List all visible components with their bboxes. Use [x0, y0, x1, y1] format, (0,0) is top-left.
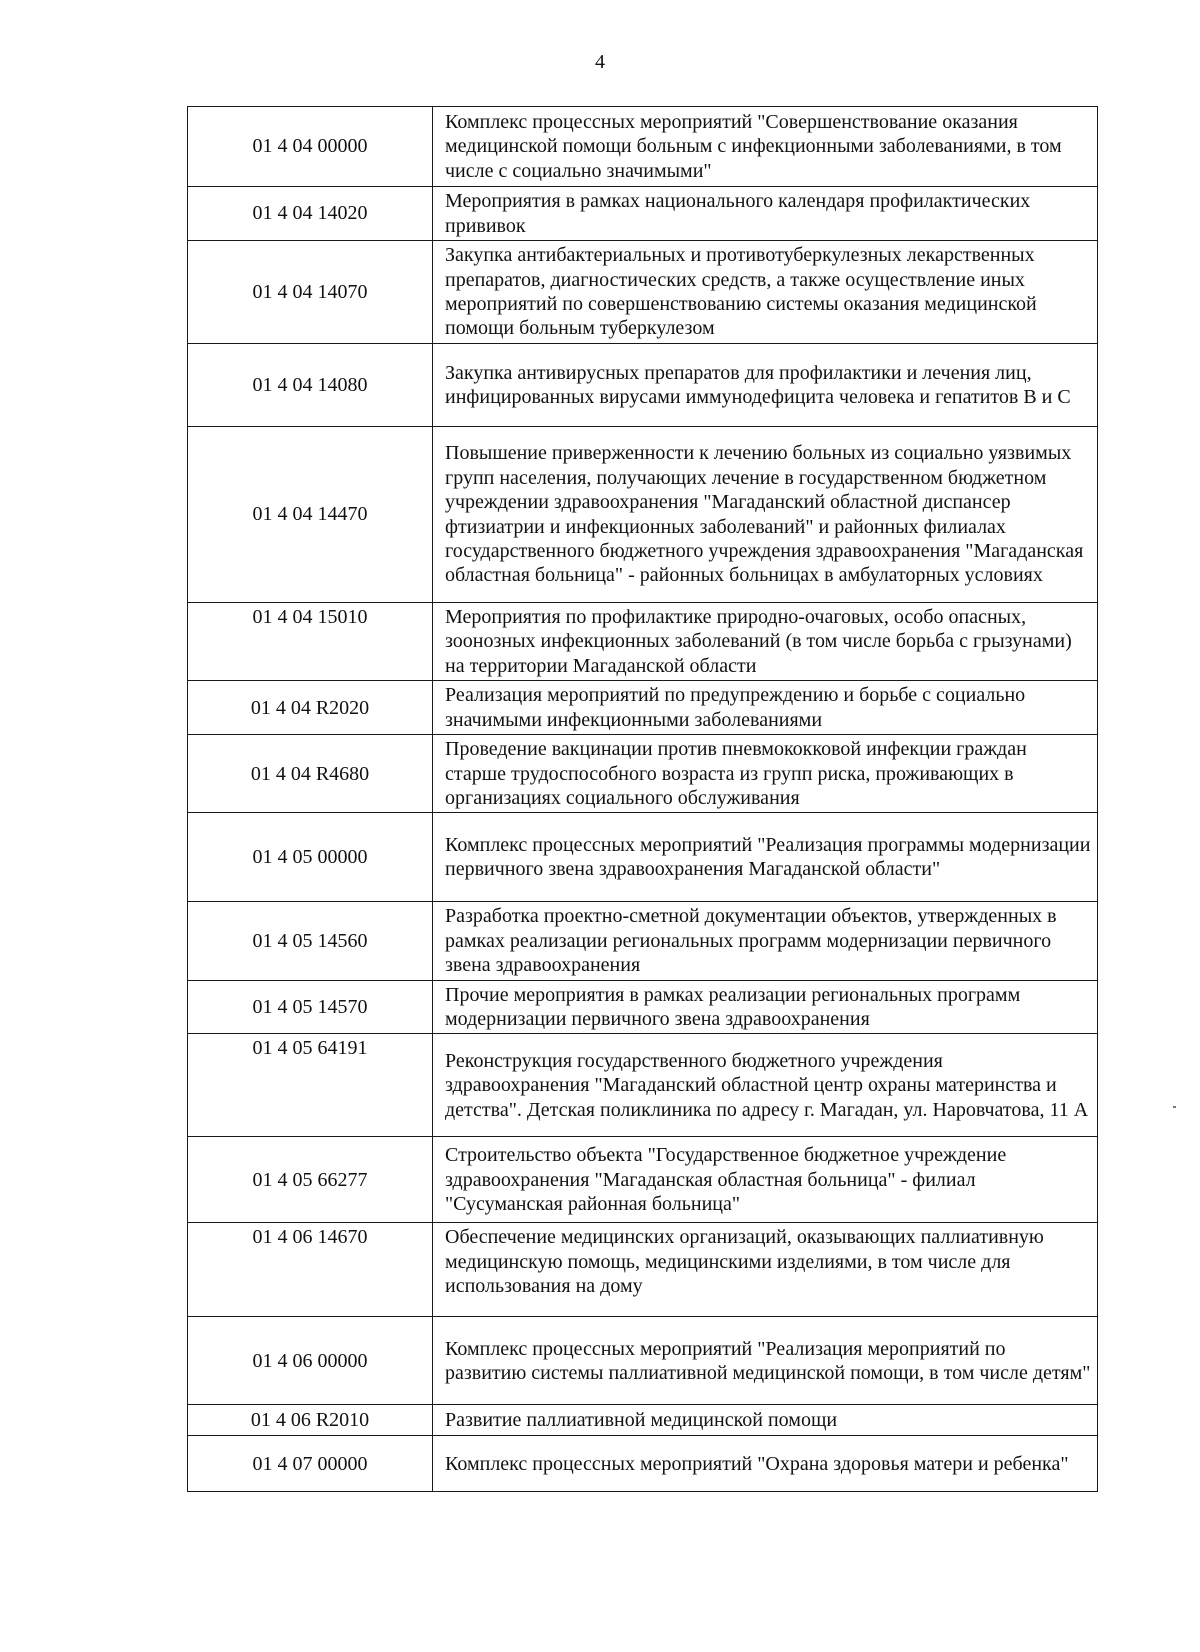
table-row [188, 107, 1098, 187]
table-row [188, 1436, 1098, 1492]
row-code: 01 4 04 14070 [188, 241, 433, 344]
budget-code-table [187, 106, 1098, 1492]
table-row [188, 1137, 1098, 1223]
row-description: Реконструкция государственного бюджетного учреждения здравоохранения "Магаданский областной центр охраны материнства и детства". Детская поликлиника по адресу г. Магадан, ул. Наровчатова, 11 А [433, 1034, 1098, 1137]
row-code: 01 4 04 R4680 [188, 735, 433, 813]
table-row [188, 980, 1098, 1034]
table-row [188, 1405, 1098, 1436]
row-code: 01 4 07 00000 [188, 1436, 433, 1492]
table-row [188, 1317, 1098, 1405]
scan-speck [1173, 1106, 1176, 1108]
table-row [188, 735, 1098, 813]
table-row [188, 902, 1098, 980]
row-description: Обеспечение медицинских организаций, оказывающих паллиативную медицинскую помощь, медицинскими изделиями, в том числе для использования на дому [433, 1223, 1098, 1317]
row-code: 01 4 04 15010 [188, 603, 433, 681]
row-description: Повышение приверженности к лечению больных из социально уязвимых групп населения, получающих лечение в государственном бюджетном учреждении здравоохранения "Магаданский областной диспансер фтизиатрии и инфекционных заболеваний" и районных филиалах государственного бюджетного учреждения здравоохранения "Магаданская областная больница" - районных больницах в амбулаторных условиях [433, 427, 1098, 603]
table-row [188, 344, 1098, 427]
row-code: 01 4 04 00000 [188, 107, 433, 187]
table-row [188, 1223, 1098, 1317]
page-number: 4 [595, 51, 605, 73]
row-code: 01 4 05 14570 [188, 980, 433, 1034]
row-code: 01 4 05 00000 [188, 813, 433, 902]
row-description: Мероприятия по профилактике природно-очаговых, особо опасных, зоонозных инфекционных заболеваний (в том числе борьба с грызунами) на территории Магаданской области [433, 603, 1098, 681]
row-code: 01 4 05 66277 [188, 1137, 433, 1223]
table-row [188, 187, 1098, 241]
table-row [188, 1034, 1098, 1137]
row-code: 01 4 06 00000 [188, 1317, 433, 1405]
row-code: 01 4 06 R2010 [188, 1405, 433, 1436]
row-description: Развитие паллиативной медицинской помощи [433, 1405, 1098, 1436]
row-description: Комплекс процессных мероприятий "Реализация программы модернизации первичного звена здравоохранения Магаданской области" [433, 813, 1098, 902]
row-description: Прочие мероприятия в рамках реализации региональных программ модернизации первичного звена здравоохранения [433, 980, 1098, 1034]
row-description: Комплекс процессных мероприятий "Охрана здоровья матери и ребенка" [433, 1436, 1098, 1492]
row-code: 01 4 04 14020 [188, 187, 433, 241]
row-description: Реализация мероприятий по предупреждению и борьбе с социально значимыми инфекционными заболеваниями [433, 681, 1098, 735]
row-description: Разработка проектно-сметной документации объектов, утвержденных в рамках реализации региональных программ модернизации первичного звена здравоохранения [433, 902, 1098, 980]
table-row [188, 427, 1098, 603]
row-code: 01 4 06 14670 [188, 1223, 433, 1317]
row-description: Проведение вакцинации против пневмококковой инфекции граждан старше трудоспособного возраста из групп риска, проживающих в организациях социального обслуживания [433, 735, 1098, 813]
table-row [188, 241, 1098, 344]
row-code: 01 4 04 14470 [188, 427, 433, 603]
table-row [188, 681, 1098, 735]
row-description: Закупка антивирусных препаратов для профилактики и лечения лиц, инфицированных вирусами иммунодефицита человека и гепатитов В и С [433, 344, 1098, 427]
row-description: Мероприятия в рамках национального календаря профилактических прививок [433, 187, 1098, 241]
row-description: Закупка антибактериальных и противотуберкулезных лекарственных препаратов, диагностических средств, а также осуществление иных мероприятий по совершенствованию системы оказания медицинской помощи больным туберкулезом [433, 241, 1098, 344]
row-code: 01 4 05 14560 [188, 902, 433, 980]
row-description: Строительство объекта "Государственное бюджетное учреждение здравоохранения "Магаданская областная больница" - филиал "Сусуманская районная больница" [433, 1137, 1098, 1223]
table-row [188, 603, 1098, 681]
row-code: 01 4 04 14080 [188, 344, 433, 427]
table-row [188, 813, 1098, 902]
row-code: 01 4 04 R2020 [188, 681, 433, 735]
row-code: 01 4 05 64191 [188, 1034, 433, 1137]
row-description: Комплекс процессных мероприятий "Реализация мероприятий по развитию системы паллиативной медицинской помощи, в том числе детям" [433, 1317, 1098, 1405]
row-description: Комплекс процессных мероприятий "Совершенствование оказания медицинской помощи больным с инфекционными заболеваниями, в том числе с социально значимыми" [433, 107, 1098, 187]
